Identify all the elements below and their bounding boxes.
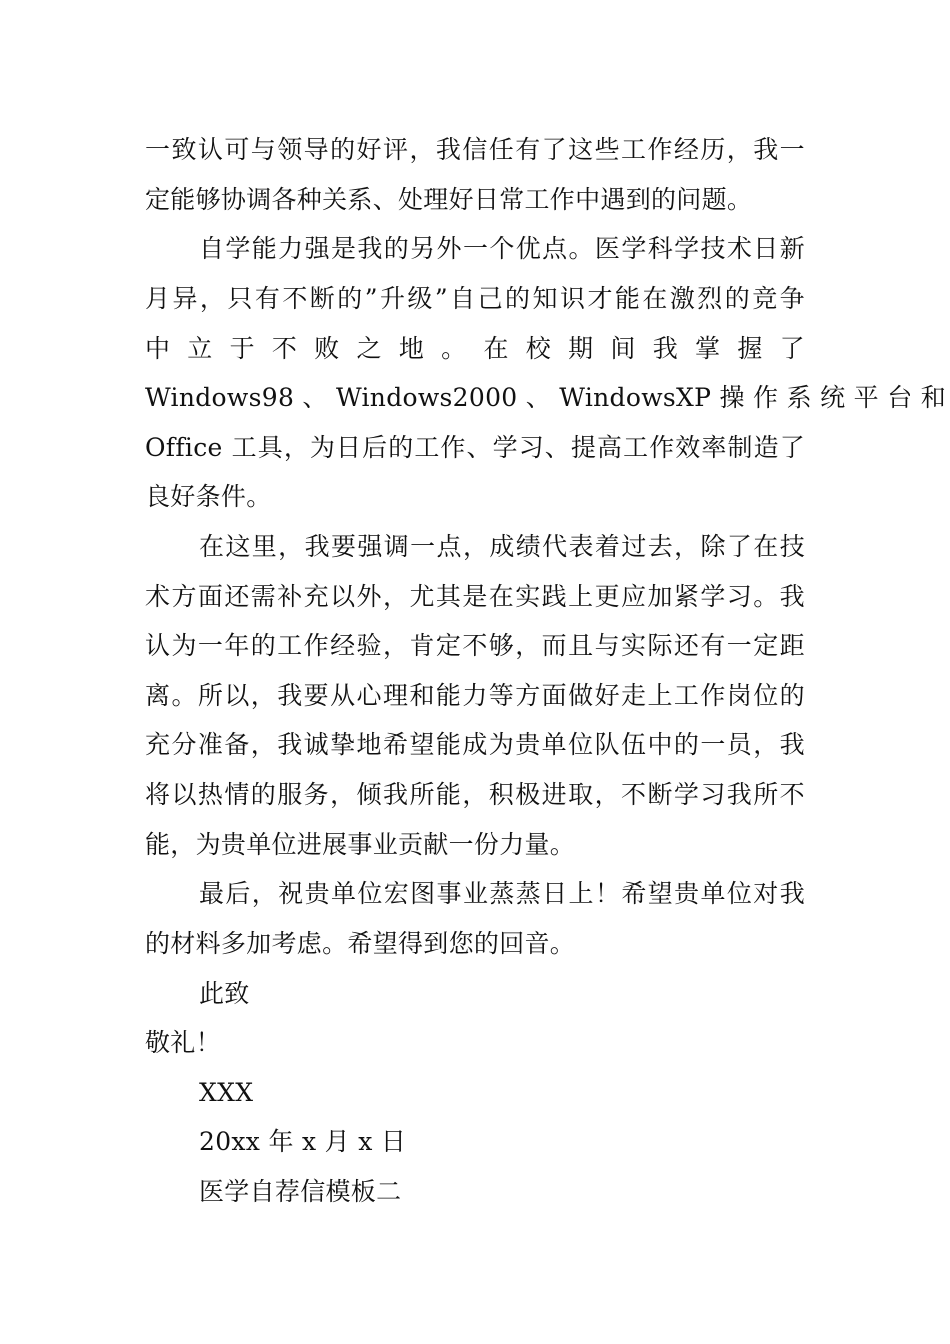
text-line: 的材料多加考虑。希望得到您的回音。 <box>145 929 576 958</box>
text-line: 定能够协调各种关系、处理好日常工作中遇到的问题。 <box>145 185 753 214</box>
text-line: 一致认可与领导的好评，我信任有了这些工作经历，我一 <box>145 135 805 164</box>
text-line: 良好条件。 <box>145 482 272 511</box>
text-line: 自学能力强是我的另外一个优点。医学科学技术日新 <box>199 234 805 263</box>
text-line: Office 工具，为日后的工作、学习、提高工作效率制造了 <box>145 433 805 462</box>
text-line: 中 立 于 不 败 之 地 。 在 校 期 间 我 掌 握 了 <box>145 334 805 363</box>
text-line: Windows98 、 Windows2000 、 WindowsXP 操 作 系 统 平 台 和 <box>145 383 947 412</box>
text-line: 充分准备，我诚挚地希望能成为贵单位队伍中的一员，我 <box>145 730 805 759</box>
closing-salutation: 此致 <box>199 979 250 1008</box>
text-line: 最后，祝贵单位宏图事业蒸蒸日上！希望贵单位对我 <box>199 879 805 908</box>
text-line: 将以热情的服务，倾我所能，积极进取，不断学习我所不 <box>145 780 805 809</box>
text-line: 在这里，我要强调一点，成绩代表着过去，除了在技 <box>199 532 805 561</box>
closing-regards: 敬礼！ <box>145 1028 221 1057</box>
signature-name: XXX <box>199 1078 254 1107</box>
signature-date: 20xx 年 x 月 x 日 <box>199 1127 407 1156</box>
text-line: 术方面还需补充以外，尤其是在实践上更应加紧学习。我 <box>145 582 805 611</box>
section-heading: 医学自荐信模板二 <box>199 1177 402 1206</box>
text-line: 能，为贵单位进展事业贡献一份力量。 <box>145 830 576 859</box>
text-line: 离。所以，我要从心理和能力等方面做好走上工作岗位的 <box>145 681 805 710</box>
text-line: 月异，只有不断的”升级”自己的知识才能在激烈的竞争 <box>145 284 805 313</box>
text-line: 认为一年的工作经验，肯定不够，而且与实际还有一定距 <box>145 631 805 660</box>
